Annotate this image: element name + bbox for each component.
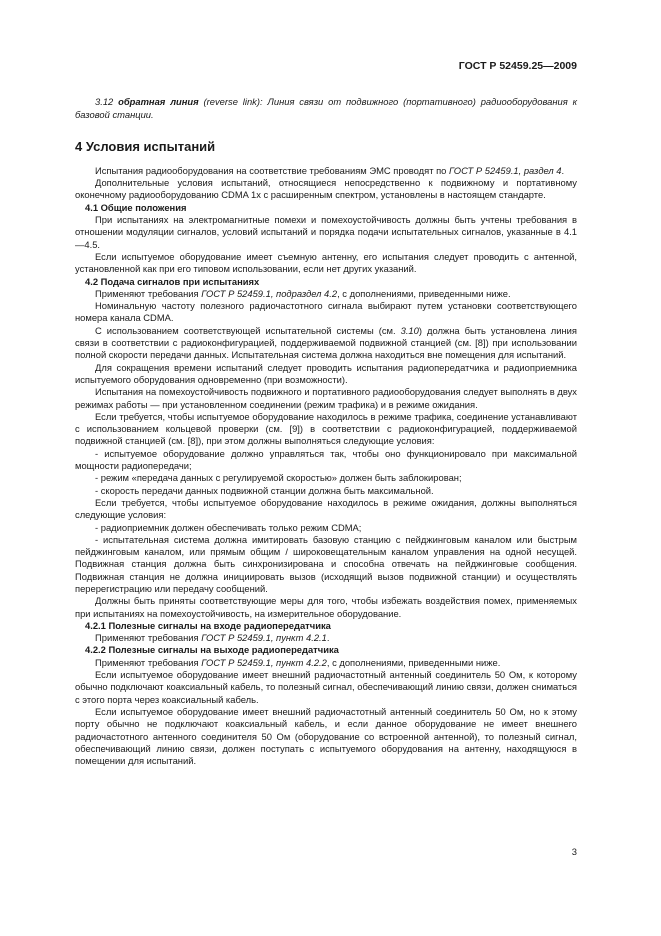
text: ) должна быть установлена линия связи в соответствии с радиоконфигурацией, поддерживаемой подвижной станцией (см. [8]) при использовании полной скорости передачи данных. Испытательная система должна находиться вне помещения для испытаний.	[75, 324, 577, 361]
standard-reference: ГОСТ Р 52459.1, пункт 4.2.1	[201, 632, 327, 644]
paragraph: Для сокращения времени испытаний следует проводить испытания радиопередатчика и радиоприемника испытуемого оборудования одновременно (при возможности).	[75, 361, 577, 385]
definition-text: (reverse link): Линия связи от подвижного (портативного) радиооборудования к базовой станции.	[75, 96, 578, 120]
list-item: - испытательная система должна имитировать базовую станцию с пейджинговым каналом или быстрым пейджинговым каналом, или прямым общим / широковещательным каналом управления на одной несущей. Подвижная станция должна быть синхронизирована и способна отвечать на пейджинговые сообщения. Подвижная станция не должна инициировать вызов (исходящий вызов подвижной станции) и осуществлять перерегистрацию или передачу сообщений.	[75, 533, 577, 594]
text: .	[561, 164, 565, 176]
text: Применяют требования	[95, 632, 202, 644]
list-item: - радиоприемник должен обеспечивать только режим CDMA;	[95, 521, 362, 533]
paragraph: При испытаниях на электромагнитные помехи и помехоустойчивость должны быть учтены требования в отношении модуляции сигналов, условий испытаний и порядка подачи испытательных сигналов, указанные в 4.1—4.5.	[75, 214, 577, 250]
paragraph: Если требуется, чтобы испытуемое оборудование находилось в режиме ожидания, должны выполняться следующие условия:	[75, 496, 577, 521]
list-item: - режим «передача данных с регулируемой скоростью» должен быть заблокирован;	[95, 472, 462, 484]
subsection-4-2-1-title: 4.2.1 Полезные сигналы на входе радиопередатчика	[85, 619, 331, 631]
paragraph: Дополнительные условия испытаний, относящиеся непосредственно к подвижному и портативному оконечному радиооборудованию CDMA 1x с расширенным спектром, установлены в настоящем стандарте.	[75, 177, 577, 201]
standard-header: ГОСТ Р 52459.25—2009	[458, 60, 577, 72]
definition-number: 3.12	[95, 96, 114, 108]
section-4-title: 4 Условия испытаний	[75, 138, 216, 154]
definition-3-12	[75, 96, 577, 121]
paragraph: Если испытуемое оборудование имеет внешний радиочастотный антенный соединитель 50 Ом, к которому обычно подключают коаксиальный кабель, то полезный сигнал, обеспечивающий линию связи, должен сниматься с этого порта через коаксиальный кабель.	[75, 669, 577, 705]
subsection-4-2-title: 4.2 Подача сигналов при испытаниях	[85, 275, 260, 287]
paragraph: Если испытуемое оборудование имеет внешний радиочастотный антенный соединитель 50 Ом, но к этому порту обычно не подключают коаксиальный кабель, и если данное оборудование не имеет внешнего радиочастотного антенного соединителя 50 Ом (оборудование со встроенной антенной), то полезный сигнал, обеспечивающий линию связи, должен поступать с испытуемого оборудования на антенну, находящуюся в помещении для испытаний.	[75, 705, 577, 767]
clause-reference: 3.10	[400, 324, 419, 336]
text: Применяют требования	[95, 656, 202, 668]
list-item: - скорость передачи данных подвижной станции должна быть максимальной.	[95, 484, 434, 496]
paragraph: Испытания на помехоустойчивость подвижного и портативного радиооборудования следует выполнять в двух режимах работы — при установленном соединении (режим трафика) и в режиме ожидания.	[75, 386, 577, 410]
paragraph: Если испытуемое оборудование имеет съемную антенну, его испытания следует проводить с антенной, установленной как при его типовом использовании, если нет других указаний.	[75, 250, 577, 275]
subsection-4-2-2-title: 4.2.2 Полезные сигналы на выходе радиопередатчика	[85, 644, 339, 656]
text: Испытания радиооборудования на соответствие требованиям ЭМС проводят по	[95, 164, 450, 176]
text: .	[326, 632, 330, 644]
definition-term: обратная линия	[118, 96, 199, 108]
text: , с дополнениями, приведенными ниже.	[337, 287, 511, 299]
standard-reference: ГОСТ Р 52459.1, раздел 4	[449, 164, 562, 176]
paragraph	[75, 325, 577, 362]
subsection-4-1-title: 4.1 Общие положения	[85, 201, 187, 213]
paragraph: Должны быть приняты соответствующие меры для того, чтобы избежать воздействия помех, применяемых при испытаниях на помехоустойчивость, на измерительное оборудование.	[75, 595, 577, 619]
paragraph	[75, 288, 577, 300]
list-item: - испытуемое оборудование должно управляться так, чтобы оно функционировало при максимальной мощности радиопередачи;	[75, 447, 577, 472]
paragraph: Если требуется, чтобы испытуемое оборудование находилось в режиме трафика, соединение устанавливают с использованием кольцевой проверки (см. [9]) в соответствии с радиоконфигурацией, поддерживаемой подвижной станцией (см. [8]), при этом должны выполняться следующие условия:	[75, 410, 577, 447]
paragraph: Номинальную частоту полезного радиочастотного сигнала выбирают путем установки соответствующего номера канала CDMA.	[75, 300, 577, 324]
page-number: 3	[571, 845, 577, 857]
paragraph	[75, 165, 577, 177]
text: С использованием соответствующей испытательной системы (см.	[95, 324, 401, 336]
standard-reference: ГОСТ Р 52459.1, пункт 4.2.2	[201, 656, 327, 668]
text: Применяют требования	[95, 287, 202, 299]
standard-reference: ГОСТ Р 52459.1, подраздел 4.2	[201, 287, 338, 299]
paragraph	[75, 657, 577, 669]
paragraph	[75, 632, 577, 644]
text: , с дополнениями, приведенными ниже.	[326, 656, 501, 668]
